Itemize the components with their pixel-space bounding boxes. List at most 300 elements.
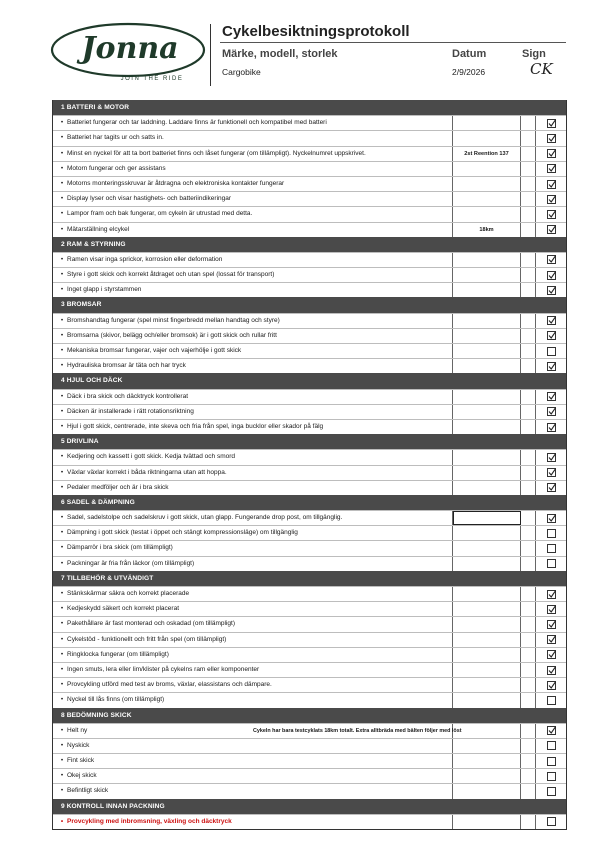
- spacer-cell: [521, 617, 536, 631]
- checklist-row: [53, 814, 566, 829]
- checklist-item-label: Kedjeskydd säkert och korrekt placerat: [67, 605, 179, 613]
- item-note-field[interactable]: [453, 162, 521, 176]
- checklist-item-label: Cykelstöd - funktionellt och fritt från spel (om tillämpligt): [67, 635, 227, 643]
- checkbox-empty[interactable]: [547, 741, 556, 750]
- checkbox-cell: [536, 617, 566, 631]
- checklist-item-label: Nyckel till lås finns (om tillämpligt): [67, 696, 165, 704]
- checkbox-cell: [536, 420, 566, 434]
- bullet-icon: •: [60, 316, 64, 324]
- checklist-row: [53, 389, 566, 404]
- checklist-item: [53, 131, 453, 145]
- bullet-icon: •: [60, 772, 64, 780]
- checkbox-cell: [536, 784, 566, 798]
- item-note-field[interactable]: [453, 116, 521, 130]
- bullet-icon: •: [60, 422, 64, 430]
- checklist-item: [53, 147, 453, 161]
- checkbox-cell: [536, 526, 566, 540]
- checklist-row: [53, 191, 566, 206]
- spacer-cell: [521, 815, 536, 829]
- bullet-icon: •: [60, 605, 64, 613]
- checklist-item: [53, 678, 453, 692]
- bullet-icon: •: [60, 225, 64, 233]
- checklist-item-label: Ingen smuts, lera eller lim/klister på cykelns ram eller komponenter: [67, 665, 260, 673]
- checklist-item: [53, 314, 453, 328]
- bullet-icon: •: [60, 696, 64, 704]
- checkbox-cell: [536, 314, 566, 328]
- section-header: 8 BEDÖMNING SKICK: [53, 708, 566, 723]
- item-note-field[interactable]: [453, 511, 521, 525]
- spacer-cell: [521, 359, 536, 373]
- checkbox-empty[interactable]: [547, 787, 556, 796]
- checklist-item-label: Pakethållare är fast monterad och oskadad (om tillämpligt): [67, 620, 235, 628]
- checklist-item: [53, 405, 453, 419]
- item-note-field[interactable]: [453, 617, 521, 631]
- signature[interactable]: CK: [530, 60, 553, 78]
- checkbox-empty[interactable]: [547, 772, 556, 781]
- bullet-icon: •: [60, 741, 64, 749]
- section-header: 5 DRIVLINA: [53, 434, 566, 449]
- spacer-cell: [521, 207, 536, 221]
- checklist-row: [53, 601, 566, 616]
- checklist-item: [53, 481, 453, 495]
- checklist-item: [53, 602, 453, 616]
- checklist-item: [53, 344, 453, 358]
- checkbox-checked[interactable]: [547, 590, 556, 599]
- checkbox-checked[interactable]: [547, 331, 556, 340]
- spacer-cell: [521, 405, 536, 419]
- item-note-field[interactable]: [453, 754, 521, 768]
- item-note-field[interactable]: [453, 466, 521, 480]
- checklist-row: [53, 222, 566, 237]
- checklist-item: [53, 268, 453, 282]
- bullet-icon: •: [60, 271, 64, 279]
- checkbox-cell: [536, 739, 566, 753]
- checkbox-checked[interactable]: [547, 605, 556, 614]
- checklist-item-label: Hydrauliska bromsar är täta och har tryck: [67, 362, 186, 370]
- bullet-icon: •: [60, 483, 64, 491]
- bullet-icon: •: [60, 468, 64, 476]
- checklist-item-label: Ringklocka fungerar (om tillämpligt): [67, 650, 169, 658]
- checkbox-checked[interactable]: [547, 180, 556, 189]
- checkbox-empty[interactable]: [547, 757, 556, 766]
- checkbox-empty[interactable]: [547, 544, 556, 553]
- checklist-item-label: Styre i gott skick och korrekt åtdraget och utan spel (lossat för transport): [67, 271, 275, 279]
- item-note-field[interactable]: 2st Reention 137: [453, 147, 521, 161]
- spacer-cell: [521, 131, 536, 145]
- item-note-field[interactable]: [453, 207, 521, 221]
- checklist-item: [53, 769, 453, 783]
- bullet-icon: •: [60, 787, 64, 795]
- checkbox-cell: [536, 283, 566, 297]
- checklist-item-label: Kedjering och kassett i gott skick. Kedja tvättad och smord: [67, 453, 236, 461]
- item-note-field[interactable]: [453, 663, 521, 677]
- checkbox-empty[interactable]: [547, 817, 556, 826]
- checklist-row: [53, 313, 566, 328]
- bullet-icon: •: [60, 620, 64, 628]
- item-note-field[interactable]: [453, 390, 521, 404]
- checklist-item-label: Provcykling utförd med test av broms, växlar, elassistans och dämpare.: [67, 681, 272, 689]
- checkbox-cell: [536, 633, 566, 647]
- spacer-cell: [521, 754, 536, 768]
- checklist-item: [53, 784, 453, 798]
- checklist-item: [53, 466, 453, 480]
- checkbox-checked[interactable]: [547, 681, 556, 690]
- item-note-field[interactable]: [453, 602, 521, 616]
- spacer-cell: [521, 602, 536, 616]
- item-note-field[interactable]: [453, 541, 521, 555]
- checklist-row: [53, 692, 566, 707]
- checklist-item: [53, 192, 453, 206]
- spacer-cell: [521, 116, 536, 130]
- section-header: 3 BROMSAR: [53, 297, 566, 312]
- checklist-item-label: Växlar växlar korrekt i båda riktningarna utan att hoppa.: [67, 468, 227, 476]
- spacer-cell: [521, 739, 536, 753]
- checklist-item: [53, 253, 453, 267]
- checkbox-cell: [536, 177, 566, 191]
- item-note-field[interactable]: [453, 177, 521, 191]
- checklist-row: [53, 753, 566, 768]
- checklist-row: [53, 343, 566, 358]
- header: [0, 0, 595, 100]
- logo-graphic: [48, 18, 208, 86]
- checklist-item: [53, 815, 453, 829]
- bullet-icon: •: [60, 817, 64, 825]
- checkbox-cell: [536, 663, 566, 677]
- checklist-row: [53, 738, 566, 753]
- bullet-icon: •: [60, 392, 64, 400]
- bullet-icon: •: [60, 544, 64, 552]
- checklist-item: [53, 557, 453, 571]
- checkbox-cell: [536, 769, 566, 783]
- bullet-icon: •: [60, 134, 64, 142]
- model-value[interactable]: Cargobike: [222, 67, 261, 77]
- checkbox-cell: [536, 815, 566, 829]
- section-header: 1 BATTERI & MOTOR: [53, 100, 566, 115]
- checklist-item-label: Okej skick: [67, 772, 97, 780]
- document-title: Cykelbesiktningsprotokoll: [222, 23, 410, 40]
- checklist-item-label: Hjul i gott skick, centrerade, inte skeva och fria från spel, inga bucklor eller skador på fälg: [67, 422, 324, 430]
- checklist-item-label: Batteriet har tagits ur och satts in.: [67, 134, 164, 142]
- model-label: Märke, modell, storlek: [222, 48, 338, 60]
- checklist-item-label: Däcken är installerade i rätt rotationsriktning: [67, 407, 194, 415]
- checkbox-checked[interactable]: [547, 149, 556, 158]
- checklist-item: [53, 390, 453, 404]
- spacer-cell: [521, 633, 536, 647]
- checklist-row: [53, 510, 566, 525]
- checkbox-checked[interactable]: [547, 483, 556, 492]
- checklist-row: [53, 404, 566, 419]
- checkbox-empty[interactable]: [547, 347, 556, 356]
- checkbox-checked[interactable]: [547, 468, 556, 477]
- item-note-field[interactable]: [453, 678, 521, 692]
- spacer-cell: [521, 693, 536, 707]
- bullet-icon: •: [60, 681, 64, 689]
- bullet-icon: •: [60, 210, 64, 218]
- section-header: 7 TILLBEHÖR & UTVÄNDIGT: [53, 571, 566, 586]
- checkbox-cell: [536, 693, 566, 707]
- checkbox-cell: [536, 557, 566, 571]
- title-underline: [220, 42, 566, 43]
- checklist-item-label: Pedaler medföljer och är i bra skick: [67, 483, 169, 491]
- item-note-field[interactable]: [453, 192, 521, 206]
- spacer-cell: [521, 541, 536, 555]
- checklist-row: [53, 282, 566, 297]
- checklist-item-label: Stänkskärmar säkra och korrekt placerade: [67, 590, 190, 597]
- checkbox-cell: [536, 648, 566, 662]
- checkbox-checked[interactable]: [547, 362, 556, 371]
- checklist-item-label: Minst en nyckel för att ta bort batteriet finns och låset fungerar (om tillämpligt). Nyckelnumret uppskrivet.: [67, 149, 366, 157]
- item-note-field[interactable]: 18km: [453, 223, 521, 237]
- bullet-icon: •: [60, 255, 64, 263]
- checklist-row: [53, 647, 566, 662]
- item-note-field[interactable]: [453, 724, 521, 738]
- checklist-item-label: Fint skick: [67, 757, 95, 765]
- bullet-icon: •: [60, 726, 64, 734]
- checkbox-checked[interactable]: [547, 225, 556, 234]
- checkbox-cell: [536, 541, 566, 555]
- checklist-item: [53, 359, 453, 373]
- checklist-row: [53, 662, 566, 677]
- checklist-row: [53, 146, 566, 161]
- item-note-field[interactable]: [453, 769, 521, 783]
- checklist-row: [53, 115, 566, 130]
- checklist-item: [53, 116, 453, 130]
- checklist-item: [53, 329, 453, 343]
- spacer-cell: [521, 769, 536, 783]
- checkbox-checked[interactable]: [547, 514, 556, 523]
- checklist-item-label: Motorns monteringsskruvar är åtdragna och elektroniska kontakter fungerar: [67, 179, 285, 187]
- checklist-item: [53, 207, 453, 221]
- spacer-cell: [521, 587, 536, 601]
- checklist-item: [53, 177, 453, 191]
- spacer-cell: [521, 678, 536, 692]
- checklist-item: [53, 450, 453, 464]
- checklist-row: [53, 525, 566, 540]
- item-note-field[interactable]: [453, 587, 521, 601]
- item-note-field[interactable]: [453, 450, 521, 464]
- checklist-item: [53, 420, 453, 434]
- checkbox-checked[interactable]: [547, 407, 556, 416]
- bullet-icon: •: [60, 286, 64, 294]
- checkbox-cell: [536, 131, 566, 145]
- checklist-row: [53, 419, 566, 434]
- checkbox-checked[interactable]: [547, 255, 556, 264]
- logo-wordmark: Jonna: [81, 31, 179, 66]
- checklist-item: [53, 526, 453, 540]
- spacer-cell: [521, 390, 536, 404]
- checkbox-cell: [536, 147, 566, 161]
- checkbox-checked[interactable]: [547, 635, 556, 644]
- checkbox-checked[interactable]: [547, 286, 556, 295]
- bullet-icon: •: [60, 529, 64, 537]
- item-note-field[interactable]: [453, 693, 521, 707]
- checklist-item-label: Batteriet fungerar och tar laddning. Laddare finns är funktionell och kompatibel med batteri: [67, 119, 327, 127]
- checklist-item: [53, 541, 453, 555]
- item-note-field[interactable]: [453, 344, 521, 358]
- checklist-row: [53, 252, 566, 267]
- checklist-row: [53, 176, 566, 191]
- spacer-cell: [521, 466, 536, 480]
- spacer-cell: [521, 192, 536, 206]
- checklist-item-label: Lampor fram och bak fungerar, om cykeln är utrustad med detta.: [67, 210, 253, 218]
- checkbox-checked[interactable]: [547, 726, 556, 735]
- checkbox-cell: [536, 359, 566, 373]
- checklist-row: [53, 783, 566, 798]
- item-note-field[interactable]: [453, 633, 521, 647]
- bullet-icon: •: [60, 195, 64, 203]
- item-note-field[interactable]: [453, 526, 521, 540]
- checkbox-cell: [536, 207, 566, 221]
- bullet-icon: •: [60, 635, 64, 643]
- spacer-cell: [521, 450, 536, 464]
- bullet-icon: •: [60, 407, 64, 415]
- spacer-cell: [521, 314, 536, 328]
- section-header: 4 HJUL OCH DÄCK: [53, 373, 566, 388]
- item-note-field[interactable]: [453, 648, 521, 662]
- checkbox-cell: [536, 223, 566, 237]
- checklist-item-label: Motorn fungerar och ger assistans: [67, 164, 166, 172]
- checklist-item: [53, 648, 453, 662]
- checklist-item-label: Dämparrör i bra skick (om tillämpligt): [67, 544, 173, 552]
- spacer-cell: [521, 784, 536, 798]
- checklist-row: [53, 768, 566, 783]
- checkbox-cell: [536, 344, 566, 358]
- item-note-field[interactable]: [453, 359, 521, 373]
- checkbox-cell: [536, 511, 566, 525]
- bullet-icon: •: [60, 650, 64, 658]
- bullet-icon: •: [60, 119, 64, 127]
- checkbox-checked[interactable]: [547, 316, 556, 325]
- checkbox-checked[interactable]: [547, 666, 556, 675]
- checklist-item: [53, 283, 453, 297]
- condition-comment: Cykeln har bara testcyklats 18km totalt. Extra alltbräda med bälten följer med löst: [253, 727, 462, 734]
- bullet-icon: •: [60, 514, 64, 522]
- checklist-row: [53, 161, 566, 176]
- checklist-item: [53, 663, 453, 677]
- bullet-icon: •: [60, 149, 64, 157]
- checklist-item: [53, 587, 453, 601]
- spacer-cell: [521, 511, 536, 525]
- spacer-cell: [521, 481, 536, 495]
- bullet-icon: •: [60, 590, 64, 597]
- checkbox-cell: [536, 405, 566, 419]
- checkbox-checked[interactable]: [547, 392, 556, 401]
- checklist-item: [53, 223, 453, 237]
- checklist-item-label: Bromshandtag fungerar (spel minst fingerbredd mellan handtag och styre): [67, 316, 280, 324]
- checklist-row: [53, 723, 566, 738]
- item-note-field[interactable]: [453, 283, 521, 297]
- checkbox-checked[interactable]: [547, 271, 556, 280]
- jonna-logo: [48, 18, 208, 86]
- checklist-item-label: Helt ny: [67, 726, 88, 734]
- checklist-row: [53, 480, 566, 495]
- date-value[interactable]: 2/9/2026: [452, 67, 486, 77]
- item-note-field[interactable]: [453, 268, 521, 282]
- header-divider: [210, 24, 211, 86]
- item-note-field[interactable]: [453, 131, 521, 145]
- sign-label: Sign: [522, 48, 546, 60]
- spacer-cell: [521, 283, 536, 297]
- checklist-item-label: Befintligt skick: [67, 787, 109, 795]
- spacer-cell: [521, 177, 536, 191]
- checklist-row: [53, 328, 566, 343]
- checklist-row: [53, 130, 566, 145]
- checklist-item: [53, 693, 453, 707]
- checklist-item-label: Mätarställning elcykel: [67, 225, 130, 233]
- section-header: 6 SADEL & DÄMPNING: [53, 495, 566, 510]
- bullet-icon: •: [60, 559, 64, 567]
- item-note-field[interactable]: [453, 314, 521, 328]
- spacer-cell: [521, 344, 536, 358]
- checkbox-cell: [536, 587, 566, 601]
- checkbox-empty[interactable]: [547, 696, 556, 705]
- checkbox-cell: [536, 116, 566, 130]
- checkbox-cell: [536, 754, 566, 768]
- checkbox-checked[interactable]: [547, 164, 556, 173]
- checkbox-empty[interactable]: [547, 559, 556, 568]
- checklist-row: [53, 540, 566, 555]
- spacer-cell: [521, 663, 536, 677]
- section-header: 9 KONTROLL INNAN PACKNING: [53, 799, 566, 814]
- checklist-row: [53, 267, 566, 282]
- checklist-row: [53, 465, 566, 480]
- checkbox-cell: [536, 450, 566, 464]
- checklist-row: [53, 358, 566, 373]
- item-note-field[interactable]: [453, 557, 521, 571]
- checkbox-empty[interactable]: [547, 529, 556, 538]
- checklist-item-label: Bromsarna (skivor, belägg och/eller bromsok) är i gott skick och rullar fritt: [67, 331, 277, 339]
- spacer-cell: [521, 253, 536, 267]
- spacer-cell: [521, 648, 536, 662]
- checkbox-checked[interactable]: [547, 134, 556, 143]
- checklist-item: [53, 162, 453, 176]
- checklist-item: [53, 511, 453, 525]
- item-note-field[interactable]: [453, 420, 521, 434]
- checkbox-checked[interactable]: [547, 423, 556, 432]
- checkbox-checked[interactable]: [547, 119, 556, 128]
- spacer-cell: [521, 268, 536, 282]
- spacer-cell: [521, 557, 536, 571]
- spacer-cell: [521, 420, 536, 434]
- checklist-item-label: Mekaniska bromsar fungerar, vajer och vajerhölje i gott skick: [67, 347, 242, 354]
- item-note-field[interactable]: [453, 329, 521, 343]
- checkbox-cell: [536, 724, 566, 738]
- checklist-item-label: Inget glapp i styrstammen: [67, 286, 142, 294]
- checkbox-cell: [536, 602, 566, 616]
- checkbox-checked[interactable]: [547, 453, 556, 462]
- item-note-field[interactable]: [453, 481, 521, 495]
- spacer-cell: [521, 329, 536, 343]
- checkbox-checked[interactable]: [547, 620, 556, 629]
- item-note-field[interactable]: [453, 784, 521, 798]
- bullet-icon: •: [60, 362, 64, 370]
- bullet-icon: •: [60, 179, 64, 187]
- item-note-field[interactable]: [453, 405, 521, 419]
- item-note-field[interactable]: [453, 253, 521, 267]
- item-note-field[interactable]: [453, 739, 521, 753]
- spacer-cell: [521, 147, 536, 161]
- checkbox-checked[interactable]: [547, 210, 556, 219]
- checkbox-cell: [536, 329, 566, 343]
- checkbox-cell: [536, 390, 566, 404]
- item-note-field[interactable]: [453, 815, 521, 829]
- checklist-item-label: Dämpning i gott skick (testat i öppet och stängt kompressionsläge) om tillgänglig: [67, 529, 298, 537]
- bullet-icon: •: [60, 164, 64, 172]
- checkbox-checked[interactable]: [547, 195, 556, 204]
- checklist-item: [53, 739, 453, 753]
- date-label: Datum: [452, 48, 487, 60]
- checkbox-checked[interactable]: [547, 650, 556, 659]
